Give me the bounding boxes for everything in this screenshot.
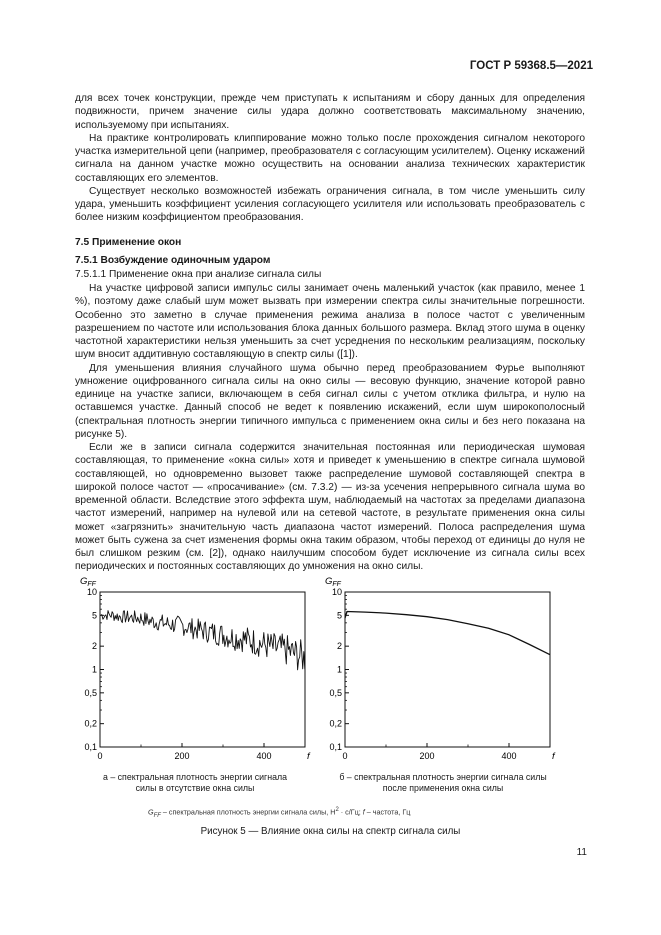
x-tick-label: 400 <box>256 751 272 761</box>
document-code: ГОСТ Р 59368.5—2021 <box>469 60 593 72</box>
text-block-window <box>75 282 585 574</box>
y-tick-label: 10 <box>86 587 97 597</box>
legend-f-symbol: f <box>362 807 365 817</box>
x-axis-label: f <box>552 751 555 762</box>
y-tick-label: 5 <box>336 610 342 621</box>
legend-symbol: G <box>148 807 154 817</box>
x-tick-label: 0 <box>97 751 103 761</box>
x-axis-label: f <box>307 751 310 762</box>
y-tick-label: 0,2 <box>329 718 342 729</box>
y-tick-label: 1 <box>91 664 97 675</box>
chart-a-no-window <box>70 570 320 770</box>
paragraph: для всех точек конструкции, прежде чем приступать к испытаниям и сбору данных для определения подвижности, причем значение силы удара должно соответствовать максимальному значению, используемому при испытаниях. <box>75 93 585 131</box>
y-axis-label: $G_{FF}$ <box>325 576 341 588</box>
section-heading-7-5: 7.5 Применение окон <box>75 237 182 248</box>
figure-title: Рисунок 5 — Влияние окна силы на спектр сигнала силы <box>200 826 461 837</box>
y-axis-label-subscript: FF <box>332 581 341 588</box>
y-axis-label-subscript: FF <box>87 581 96 588</box>
text-block-clipping <box>75 92 585 225</box>
plot-frame <box>345 592 550 747</box>
figure-legend <box>148 807 410 819</box>
y-tick-label: 0,1 <box>329 742 342 752</box>
y-tick-label: 0,5 <box>329 687 342 698</box>
chart-a-caption: а – спектральная плотность энергии сигнала силы в отсутствие окна силы <box>102 772 287 793</box>
legend-superscript: 2 <box>335 807 339 813</box>
paragraph: Для уменьшения влияния случайного шума обычно перед преобразованием Фурье выполняют умножение оцифрованного сигнала силы на окно силы — весовую функцию, значение которой равно единице на участке записи, включающем в себя сигнал силы с учетом отклика фильтра, и нулю на оставшемся участке. Данный способ не ведет к появлению искажений, если шум широкополосный (спектральная плотность энергии типичного импульса с применением окна силы и без него показана на рисунке 5). <box>75 362 585 440</box>
paragraph: Существует несколько возможностей избежать ограничения сигнала, в том числе уменьшить силу удара, уменьшить коэффициент усиления согласующего усилителя или использовать преобразователь с более низким коэффициентом преобразования. <box>75 185 585 224</box>
x-tick-label: 200 <box>419 751 435 761</box>
section-heading-7-5-1: 7.5.1 Возбуждение одиночным ударом <box>75 255 271 266</box>
y-tick-label: 5 <box>91 610 97 621</box>
y-tick-label: 10 <box>331 587 342 597</box>
y-tick-label: 2 <box>91 641 97 652</box>
page-number: 11 <box>576 847 587 858</box>
y-tick-label: 0,1 <box>84 742 97 752</box>
paragraph: На практике контролировать клиппирование можно только после прохождения сигналом некоторого участка измерительной цепи (например, преобразователя с согласующим усилителем). Оценку искажений сигнала на данном участке можно осуществить на основании анализа технических характеристик составляющих его элементов. <box>75 132 585 184</box>
y-tick-label: 0,5 <box>84 687 97 698</box>
y-tick-label: 1 <box>336 664 342 675</box>
x-tick-label: 400 <box>501 751 517 761</box>
chart-b-with-window <box>315 570 565 770</box>
paragraph: На участке цифровой записи импульс силы занимает очень маленький участок (как правило, менее 1 %), поэтому даже слабый шум может вызвать при измерении спектра силы значительные погрешности. Особенно это заметно в случае применения режима анализа в полосе частот с увеличенным разрешением по частоте или использования блока данных большого размера. Вклад этого шума в оценку частотной характеристики нельзя уменьшить за счет усреднения по нескольким реализациям, поскольку шум вносит аддитивную составляющую в спектр силы ([1]). <box>75 283 585 361</box>
legend-text: · с/Гц; <box>338 807 363 817</box>
y-tick-label: 2 <box>336 641 342 652</box>
series-line <box>101 611 305 670</box>
x-tick-label: 0 <box>342 751 348 761</box>
paragraph: Если же в записи сигнала содержится значительная постоянная или периодическая шумовая составляющая, то применение «окна силы» хотя и приведет к уменьшению в спектре сигнала шумовой составляющей, но одновременно вызовет также распределение шумовой составляющей спектра в широкой полосе частот — «просачивание» (см. 7.3.2) — из-за усечения непрерывного сигнала шума во временной области. Вследствие этого эффекта шум, наблюдаемый на частотах за пределами диапазона частот измерений, например на нулевой или на сетевой частоте, в результате применения окна силы может «загрязнить» значительную часть диапазона частот измерений. Полоса распределения шума может быть сужена за счет изменения формы окна таким образом, чтобы переход от единицы до нуля не был слишком резким (см. [2]), однако наилучшим способом будет исключение из сигнала силы всех периодических и постоянных составляющих до умножения на окно силы. <box>75 442 585 573</box>
section-heading-7-5-1-1: 7.5.1.1 Применение окна при анализе сигнала силы <box>75 269 322 280</box>
y-axis-label: $G_{FF}$ <box>80 576 96 588</box>
series-line <box>345 612 550 655</box>
legend-text: – частота, Гц <box>364 807 411 817</box>
legend-text: – спектральная плотность энергии сигнала силы, Н <box>160 807 336 817</box>
x-tick-label: 200 <box>174 751 190 761</box>
plot-frame <box>100 592 305 747</box>
y-tick-label: 0,2 <box>84 718 97 729</box>
legend-subscript: FF <box>153 812 161 819</box>
chart-b-caption: б – спектральная плотность энергии сигнала силы после применения окна силы <box>339 772 547 793</box>
